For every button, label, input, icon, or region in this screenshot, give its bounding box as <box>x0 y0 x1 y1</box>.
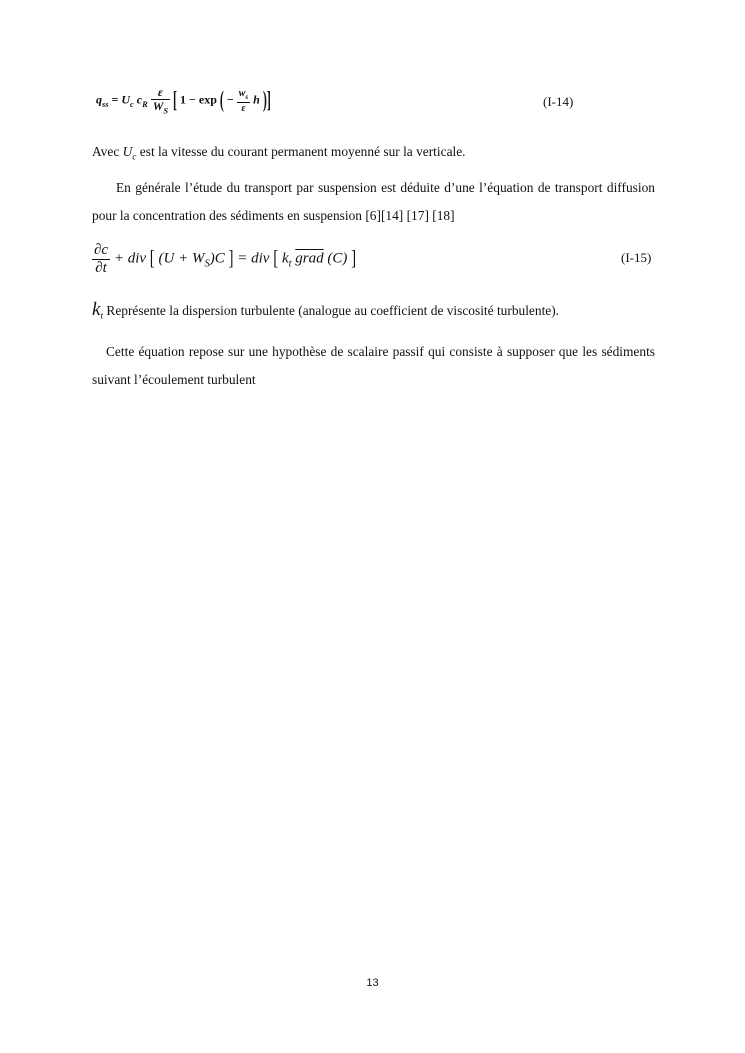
avec-rest: est la vitesse du courant permanent moyenné sur la verticale. <box>136 144 466 159</box>
eq14-u: U <box>121 92 131 107</box>
paragraph-general-text: En générale l’étude du transport par suspension est déduite d’une l’équation de transport diffusion pour la concentration des sédiments en suspension [6][14] [17] [18] <box>92 180 655 223</box>
eq14-h: h <box>253 92 260 107</box>
equation-label-i-15: (I-15) <box>621 250 652 265</box>
eq14-frac2-num-w: w <box>238 88 246 100</box>
equation-label-i-14: (I-14) <box>543 94 574 109</box>
eq14-left-paren: ( <box>219 86 224 114</box>
eq15-inner-end: )C <box>209 250 225 267</box>
eq14-fraction-1 <box>151 86 170 116</box>
eq15-grad: grad <box>295 250 324 267</box>
eq14-right-bracket: ] <box>266 86 271 114</box>
eq14-lhs: q <box>96 92 102 107</box>
avec-var-sub: c <box>132 152 137 163</box>
eq14-frac1-den-sub: S <box>163 106 169 116</box>
kt-var: k <box>92 299 101 320</box>
eq15-partial-fraction <box>92 242 110 276</box>
eq15-eq-div: = div <box>237 250 270 267</box>
eq15-right-bracket-1: ] <box>228 247 234 270</box>
eq14-frac2-num <box>237 88 250 103</box>
eq14-frac1-num: ε <box>151 86 170 100</box>
equation-i-14 <box>96 86 271 116</box>
eq14-equals: = <box>111 92 119 107</box>
eq14-minus: − <box>226 92 234 107</box>
eq14-right-paren: ) <box>262 86 267 114</box>
eq14-frac1-den-w: W <box>152 99 164 114</box>
kt-var-sub: t <box>100 311 104 322</box>
eq14-frac2-den: ε <box>241 102 246 114</box>
eq14-c: c <box>136 92 143 107</box>
avec-var: U <box>122 144 133 159</box>
eq15-partial-c: ∂c <box>94 242 109 258</box>
eq15-left-bracket-2: [ <box>273 247 279 270</box>
avec-paragraph <box>92 138 662 172</box>
paragraph-general <box>92 174 655 230</box>
eq14-c-sub: R <box>142 100 148 110</box>
eq15-partial-t: ∂t <box>95 259 107 276</box>
paragraph-scalaire-text: Cette équation repose sur une hypothèse de scalaire passif qui consiste à supposer que les sédiments suivant l’écoulement turbulent <box>92 344 655 387</box>
eq15-grad-arg: (C) <box>327 250 348 267</box>
eq14-u-sub: c <box>130 100 134 110</box>
kt-rest: Représente la dispersion turbulente (analogue au coefficient de viscosité turbulente). <box>103 303 560 318</box>
equation-i-15 <box>92 242 356 276</box>
eq14-lhs-sub: ss <box>102 100 109 110</box>
eq15-inner: (U + W <box>158 250 205 267</box>
eq15-plus-div: + div <box>113 250 147 267</box>
eq15-inner-sub: S <box>204 258 210 270</box>
eq15-left-bracket-1: [ <box>149 247 155 270</box>
eq14-fraction-2 <box>237 88 250 114</box>
paragraph-scalaire <box>92 338 655 394</box>
eq14-frac1-den <box>151 100 170 116</box>
eq15-kt-sub: t <box>288 258 292 270</box>
kt-paragraph <box>92 296 692 331</box>
eq14-frac2-num-sub: s <box>245 93 249 102</box>
eq15-right-bracket-2: ] <box>351 247 357 270</box>
eq15-kt: k <box>281 250 289 267</box>
avec-prefix: Avec <box>92 144 123 159</box>
eq14-one-minus-exp: 1 − exp <box>180 92 217 107</box>
page-number: 13 <box>366 977 379 989</box>
eq14-left-bracket: [ <box>173 86 178 114</box>
